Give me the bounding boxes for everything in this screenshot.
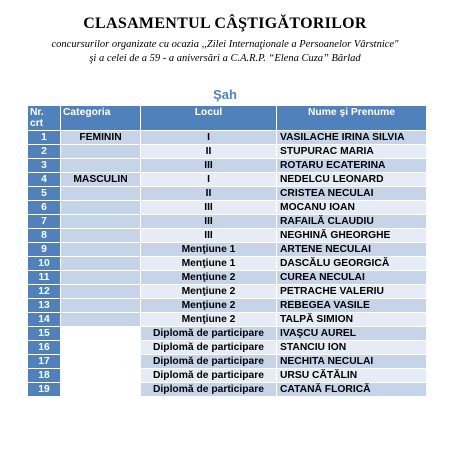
table-row <box>28 201 426 214</box>
cell-locul: Menţiune 1 <box>141 257 276 270</box>
table-row <box>28 243 426 256</box>
table-row <box>28 299 426 312</box>
cell-nume: STANCIU ION <box>277 341 426 354</box>
table-row <box>28 285 426 298</box>
subtitle-line-2: şi a celei de a 59 - a aniversări a C.A.R.P. “Elena Cuza” Bârlad <box>89 53 361 64</box>
cell-categoria <box>61 229 140 242</box>
cell-nume: URSU CĂTĂLIN <box>277 369 426 382</box>
cell-categoria <box>61 285 140 298</box>
cell-nume: NECHITA NECULAI <box>277 355 426 368</box>
cell-nr: 4 <box>28 173 60 186</box>
cell-nume: CRISTEA NECULAI <box>277 187 426 200</box>
cell-nr: 12 <box>28 285 60 298</box>
cell-categoria <box>61 257 140 270</box>
cell-nr: 19 <box>28 383 60 396</box>
cell-nume: VASILACHE IRINA SILVIA <box>277 131 426 144</box>
table-body <box>28 131 426 396</box>
header-nr: Nr. crt <box>28 106 60 130</box>
cell-nume: PETRACHE VALERIU <box>277 285 426 298</box>
cell-locul: Diplomă de participare <box>141 383 276 396</box>
table-row <box>28 187 426 200</box>
cell-nr: 5 <box>28 187 60 200</box>
cell-locul: Menţiune 2 <box>141 285 276 298</box>
cell-nr: 13 <box>28 299 60 312</box>
cell-categoria: FEMININ <box>61 131 140 144</box>
cell-nr: 10 <box>28 257 60 270</box>
cell-locul: Menţiune 2 <box>141 299 276 312</box>
cell-nr: 17 <box>28 355 60 368</box>
cell-locul: Diplomă de participare <box>141 327 276 340</box>
cell-locul: Menţiune 2 <box>141 313 276 326</box>
cell-locul: III <box>141 215 276 228</box>
cell-nr: 6 <box>28 201 60 214</box>
cell-nr: 9 <box>28 243 60 256</box>
cell-locul: II <box>141 145 276 158</box>
table-row <box>28 355 426 368</box>
cell-locul: III <box>141 201 276 214</box>
table-row <box>28 327 426 340</box>
cell-nume: IVAŞCU AUREL <box>277 327 426 340</box>
subtitle-line-1: concursurilor organizate cu ocazia ,,Zilei Internaţionale a Persoanelor Vârstnice" <box>51 39 399 50</box>
document-title: CLASAMENTUL CÂŞTIGĂTORILOR <box>83 15 367 32</box>
table-row <box>28 341 426 354</box>
cell-nr: 11 <box>28 271 60 284</box>
table-row <box>28 215 426 228</box>
cell-locul: Diplomă de participare <box>141 341 276 354</box>
cell-nr: 2 <box>28 145 60 158</box>
cell-nr: 1 <box>28 131 60 144</box>
cell-categoria <box>61 299 140 312</box>
header-categoria: Categoria <box>61 106 140 130</box>
cell-nr: 8 <box>28 229 60 242</box>
cell-nume: NEGHINĂ GHEORGHE <box>277 229 426 242</box>
cell-locul: Diplomă de participare <box>141 355 276 368</box>
table-row <box>28 173 426 186</box>
cell-nr: 7 <box>28 215 60 228</box>
cell-nr: 16 <box>28 341 60 354</box>
cell-nume: TALPĂ SIMION <box>277 313 426 326</box>
cell-nr: 14 <box>28 313 60 326</box>
table-row <box>28 271 426 284</box>
cell-categoria <box>61 369 140 382</box>
table-row <box>28 313 426 326</box>
cell-nume: DASCĂLU GEORGICĂ <box>277 257 426 270</box>
cell-categoria <box>61 201 140 214</box>
cell-locul: I <box>141 131 276 144</box>
cell-locul: III <box>141 159 276 172</box>
cell-locul: Menţiune 1 <box>141 243 276 256</box>
ranking-table <box>27 105 427 397</box>
header-nume: Nume şi Prenume <box>277 106 426 130</box>
cell-locul: Menţiune 2 <box>141 271 276 284</box>
table-row <box>28 369 426 382</box>
cell-nume: REBEGEA VASILE <box>277 299 426 312</box>
cell-nume: CUREA NECULAI <box>277 271 426 284</box>
cell-nume: NEDELCU LEONARD <box>277 173 426 186</box>
cell-locul: III <box>141 229 276 242</box>
cell-nr: 18 <box>28 369 60 382</box>
cell-nume: RAFAILĂ CLAUDIU <box>277 215 426 228</box>
cell-categoria <box>61 215 140 228</box>
cell-categoria <box>61 243 140 256</box>
table-row <box>28 131 426 144</box>
table-row <box>28 229 426 242</box>
cell-categoria <box>61 383 140 396</box>
cell-nr: 15 <box>28 327 60 340</box>
table-row <box>28 383 426 396</box>
table-header-row <box>28 106 426 130</box>
cell-categoria <box>61 145 140 158</box>
table-row <box>28 159 426 172</box>
cell-categoria: MASCULIN <box>61 173 140 186</box>
section-title: Şah <box>213 87 237 102</box>
table-row <box>28 145 426 158</box>
cell-locul: II <box>141 187 276 200</box>
cell-categoria <box>61 271 140 284</box>
cell-nume: ROTARU ECATERINA <box>277 159 426 172</box>
table-row <box>28 257 426 270</box>
cell-categoria <box>61 159 140 172</box>
cell-categoria <box>61 327 140 340</box>
cell-categoria <box>61 187 140 200</box>
cell-nume: CATANĂ FLORICĂ <box>277 383 426 396</box>
cell-nume: STUPURAC MARIA <box>277 145 426 158</box>
cell-nr: 3 <box>28 159 60 172</box>
header-locul: Locul <box>141 106 276 130</box>
cell-nume: MOCANU IOAN <box>277 201 426 214</box>
cell-nume: ARTENE NECULAI <box>277 243 426 256</box>
cell-locul: I <box>141 173 276 186</box>
cell-categoria <box>61 341 140 354</box>
cell-locul: Diplomă de participare <box>141 369 276 382</box>
cell-categoria <box>61 355 140 368</box>
cell-categoria <box>61 313 140 326</box>
